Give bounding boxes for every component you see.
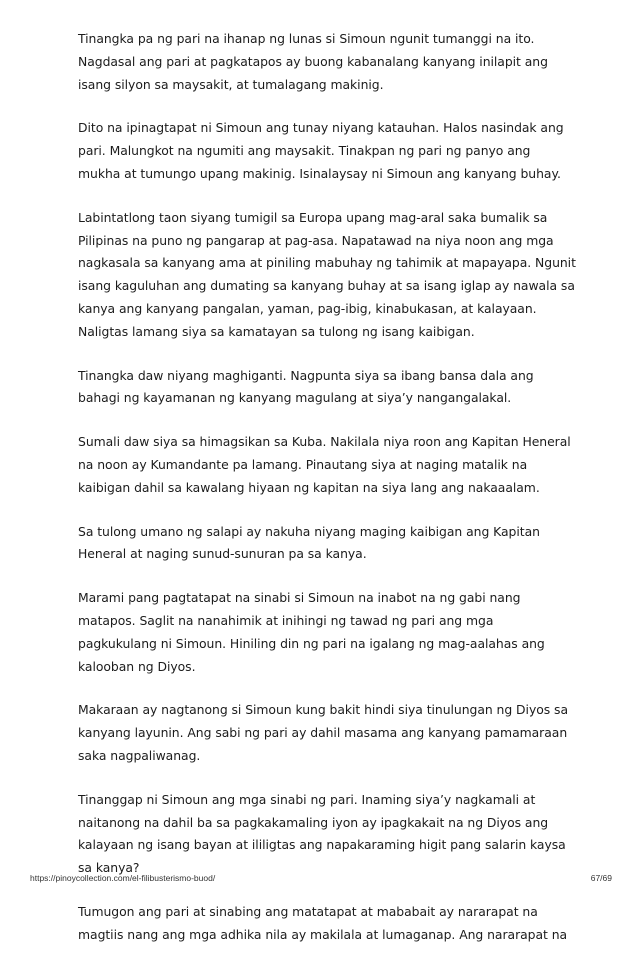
paragraph (78, 365, 568, 411)
text-line: Makaraan ay nagtanong si Simoun kung bakit hindi siya tinulungan ng Diyos sa (78, 702, 568, 718)
text-line: Marami pang pagtatapat na sinabi si Simoun na inabot na ng gabi nang (78, 590, 521, 606)
text-line: kalooban ng Diyos. (78, 658, 196, 674)
text-line: naitanong na dahil ba sa pagkakamaling iyon ay ipagkakait na ng Diyos ang (78, 814, 549, 830)
text-line: kalayaan ng isang bayan at ililigtas ang napakaraming higit pang salarin kaysa (78, 837, 566, 853)
text-line: pari. Malungkot na ngumiti ang maysakit. Tinakpan ng pari ng panyo ang (78, 143, 531, 159)
document-body (78, 28, 576, 968)
text-line: nagkasala sa kanyang ama at piniling mabuhay ng tahimik at mapayapa. Ngunit (78, 255, 576, 271)
text-line: mukha at tumungo upang makinig. Isinalaysay ni Simoun ang kanyang buhay. (78, 165, 561, 181)
text-line: kaibigan dahil sa kawalang hiyaan ng kapitan na siya lang ang nakaaalam. (78, 479, 540, 495)
text-line: isang kaguluhan ang dumating sa kanyang buhay at sa isang iglap ay nawala sa (78, 278, 575, 294)
page-footer (0, 870, 638, 888)
text-line: Pilipinas na puno ng pangarap at pag-asa. Napatawad na niya noon ang mga (78, 232, 554, 248)
paragraph (78, 521, 568, 567)
footer-url: https://pinoycollection.com/el-filibusterismo-buod/ (30, 873, 216, 883)
paragraph (78, 901, 568, 947)
text-line: na noon ay Kumandante pa lamang. Pinautang siya at naging matalik na (78, 456, 528, 472)
text-line: isang silyon sa maysakit, at tumalagang makinig. (78, 76, 384, 92)
text-line: Labintatlong taon siyang tumigil sa Europa upang mag-aral saka bumalik sa (78, 209, 548, 225)
text-line: Naligtas lamang siya sa kamatayan sa tulong ng isang kaibigan. (78, 323, 475, 339)
paragraph (78, 117, 568, 185)
text-line: saka nagpaliwanag. (78, 747, 201, 763)
text-line: kanyang layunin. Ang sabi ng pari ay dahil masama ang kanyang pamamaraan (78, 725, 568, 741)
paragraph (78, 28, 568, 96)
text-line: Tinangka pa ng pari na ihanap ng lunas si Simoun ngunit tumanggi na ito. (78, 31, 535, 46)
text-line: Heneral at naging sunud-sunuran pa sa kanya. (78, 546, 367, 562)
paragraph (78, 431, 571, 499)
text-line: Tumugon ang pari at sinabing ang matatapat at mababait ay nararapat na (78, 903, 538, 919)
text-line: sa kanya? (78, 860, 140, 876)
paragraph (78, 789, 568, 880)
text-line: Sumali daw siya sa himagsikan sa Kuba. Nakilala niya roon ang Kapitan Heneral (78, 434, 571, 450)
text-line: matapos. Saglit na nanahimik at inihingi ng tawad ng pari ang mga (78, 612, 494, 628)
text-line: bahagi ng kayamanan ng kanyang magulang at siya’y nangangalakal. (78, 390, 512, 406)
page-number: 67/69 (590, 873, 612, 883)
text-line: Sa tulong umano ng salapi ay nakuha niyang maging kaibigan ang Kapitan (78, 523, 540, 539)
paragraph (78, 587, 568, 678)
text-line: Tinanggap ni Simoun ang mga sinabi ng pari. Inaming siya’y nagkamali at (78, 791, 536, 807)
paragraph (78, 699, 568, 767)
text-line: pagkukulang ni Simoun. Hiniling din ng pari na igalang ng mag-aalahas ang (78, 635, 545, 651)
text-line: magtiis nang ang mga adhika nila ay makilala at lumaganap. Ang nararapat na (78, 926, 568, 942)
text-line: kanya ang kanyang pangalan, yaman, pag-ibig, kinabukasan, at kalayaan. (78, 300, 537, 316)
text-line: Dito na ipinagtapat ni Simoun ang tunay niyang katauhan. Halos nasindak ang (78, 120, 564, 136)
text-line: Nagdasal ang pari at pagkatapos ay buong kabanalang kanyang inilapit ang (78, 53, 548, 69)
paragraph (78, 207, 576, 344)
text-line: Tinangka daw niyang maghiganti. Nagpunta siya sa ibang bansa dala ang (78, 367, 534, 383)
